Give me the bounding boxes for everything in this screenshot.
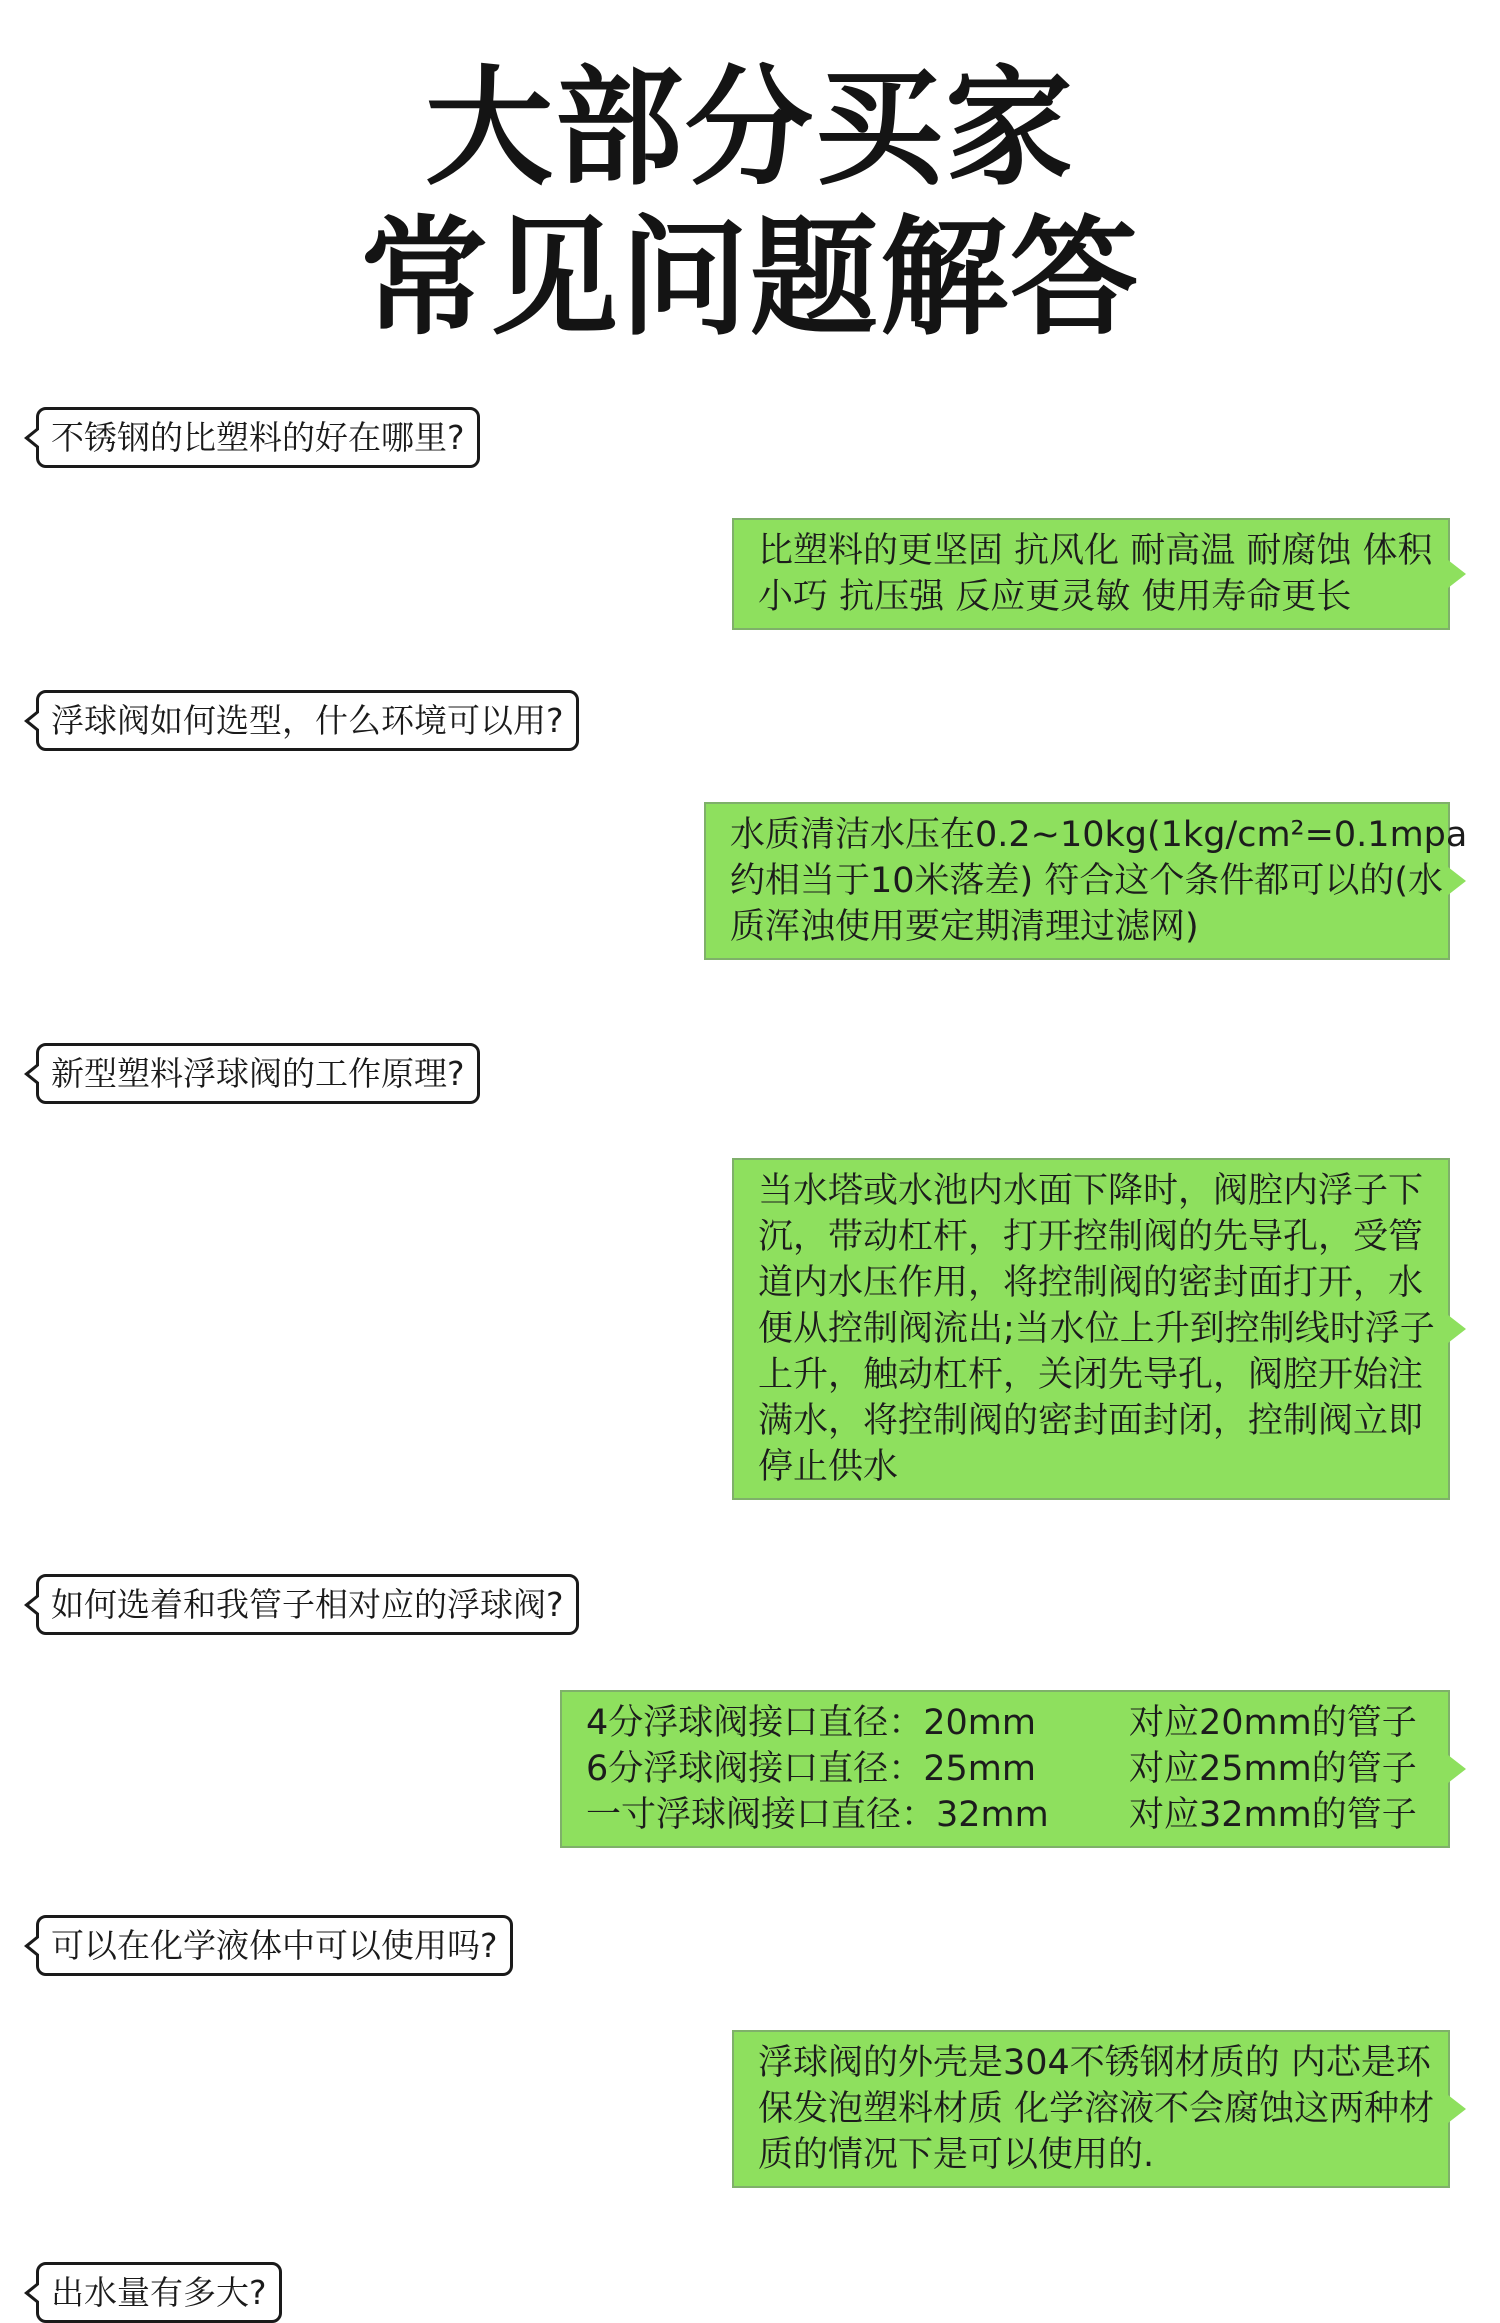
answer-line: 停止供水 — [758, 1447, 899, 1487]
answer-bubble — [732, 2030, 1450, 2188]
answer-line: 上升，触动杠杆，关闭先导孔，阀腔开始注 — [758, 1355, 1424, 1395]
answer-line: 道内水压作用，将控制阀的密封面打开，水 — [758, 1263, 1424, 1303]
answer-bubble — [732, 1158, 1450, 1500]
pipe-size-row — [586, 1700, 1426, 1746]
valve-size: 一寸浮球阀接口直径：32mm — [586, 1795, 1049, 1835]
page-title-line1: 大部分买家 — [424, 54, 1075, 203]
answer-line: 质的情况下是可以使用的. — [758, 2135, 1155, 2175]
answer-line: 约相当于10米落差) 符合这个条件都可以的(水 — [730, 861, 1443, 901]
answer-bubble — [732, 518, 1450, 630]
pipe-size-row — [586, 1792, 1426, 1838]
answer-line: 沉，带动杠杆，打开控制阀的先导孔，受管 — [758, 1217, 1424, 1257]
answer-line: 当水塔或水池内水面下降时，阀腔内浮子下 — [758, 1171, 1424, 1211]
page-title-line2: 常见问题解答 — [359, 204, 1140, 353]
matching-pipe: 对应32mm的管子 — [1129, 1795, 1417, 1835]
matching-pipe: 对应20mm的管子 — [1129, 1703, 1417, 1743]
question-bubble: 浮球阀如何选型，什么环境可以用? — [36, 690, 579, 751]
answer-line: 便从控制阀流出;当水位上升到控制线时浮子 — [758, 1309, 1435, 1349]
matching-pipe: 对应25mm的管子 — [1129, 1749, 1417, 1789]
answer-line: 比塑料的更坚固 抗风化 耐高温 耐腐蚀 体积 — [758, 531, 1433, 571]
question-bubble: 不锈钢的比塑料的好在哪里? — [36, 407, 480, 468]
answer-line: 水质清洁水压在0.2~10kg(1kg/cm²=0.1mpa — [730, 815, 1468, 855]
answer-line: 满水，将控制阀的密封面封闭，控制阀立即 — [758, 1401, 1424, 1441]
answer-line: 保发泡塑料材质 化学溶液不会腐蚀这两种材 — [758, 2089, 1435, 2129]
answer-line: 浮球阀的外壳是304不锈钢材质的 内芯是环 — [758, 2043, 1431, 2083]
answer-line: 小巧 抗压强 反应更灵敏 使用寿命更长 — [758, 577, 1352, 617]
question-bubble: 可以在化学液体中可以使用吗? — [36, 1915, 513, 1976]
answer-bubble — [560, 1690, 1450, 1848]
answer-line: 质浑浊使用要定期清理过滤网) — [730, 907, 1199, 947]
pipe-size-row — [586, 1746, 1426, 1792]
valve-size: 6分浮球阀接口直径：25mm — [586, 1749, 1036, 1789]
question-bubble: 如何选着和我管子相对应的浮球阀? — [36, 1574, 579, 1635]
question-bubble: 出水量有多大? — [36, 2262, 282, 2323]
answer-bubble — [704, 802, 1468, 960]
question-bubble: 新型塑料浮球阀的工作原理? — [36, 1043, 480, 1104]
valve-size: 4分浮球阀接口直径：20mm — [586, 1703, 1036, 1743]
